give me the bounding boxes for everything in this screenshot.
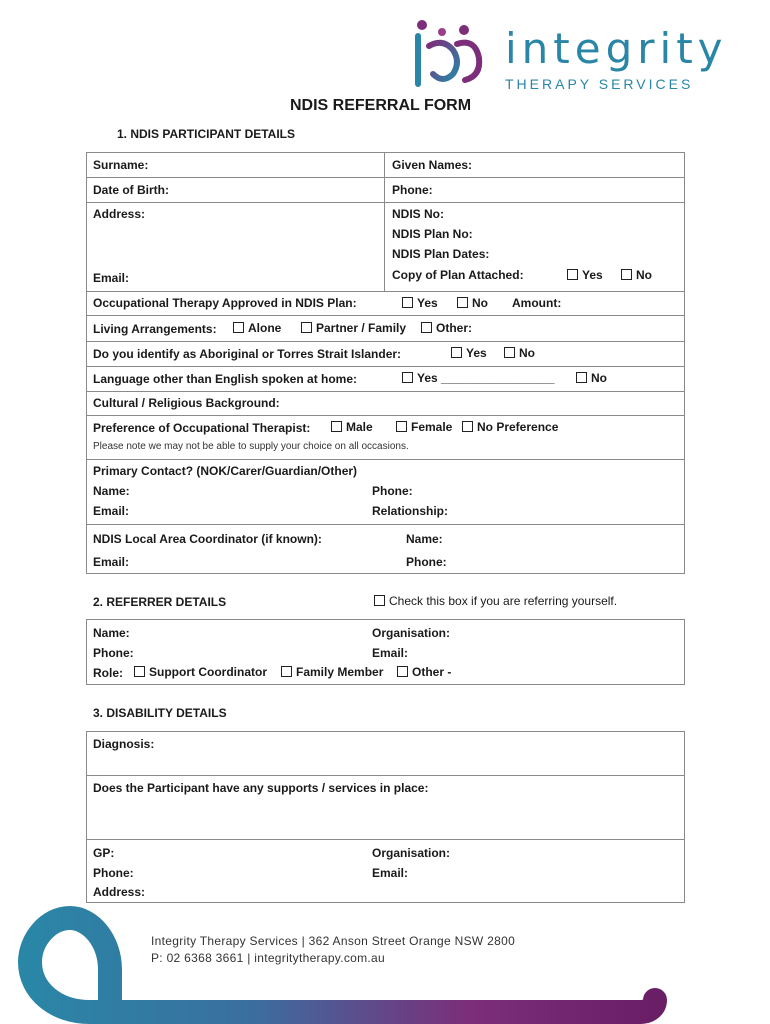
aboriginal-no[interactable]: No: [504, 346, 535, 360]
checkbox-icon: [281, 666, 292, 677]
section3-heading: 3. DISABILITY DETAILS: [93, 706, 227, 720]
language-no[interactable]: No: [576, 371, 607, 385]
checkbox-icon: [233, 322, 244, 333]
gp-phone-label: Phone:: [93, 866, 134, 880]
checkbox-icon: [451, 347, 462, 358]
checkbox-icon: [374, 595, 385, 606]
preference-note: Please note we may not be able to supply your choice on all occasions.: [93, 441, 409, 452]
pref-ot-label: Preference of Occupational Therapist:: [93, 421, 311, 435]
email-label: Email:: [93, 271, 130, 285]
pref-male[interactable]: Male: [331, 420, 373, 434]
footer-line1: Integrity Therapy Services | 362 Anson Street Orange NSW 2800: [151, 934, 516, 948]
ref-organisation-label: Organisation:: [372, 626, 451, 640]
checkbox-icon: [397, 666, 408, 677]
checkbox-icon: [396, 421, 407, 432]
primary-contact-label: Primary Contact? (NOK/Carer/Guardian/Other): [93, 464, 358, 478]
role-other[interactable]: Other -: [397, 665, 451, 679]
gp-address-label: Address:: [93, 885, 146, 899]
ref-email-label: Email:: [372, 646, 409, 660]
language-yes[interactable]: Yes _________________: [402, 371, 554, 385]
pc-email-label: Email:: [93, 504, 130, 518]
given-names-label: Given Names:: [392, 158, 473, 172]
checkbox-icon: [621, 269, 632, 280]
lac-phone-label: Phone:: [406, 555, 447, 569]
role-support-coordinator[interactable]: Support Coordinator: [134, 665, 267, 679]
section1-heading: 1. NDIS PARTICIPANT DETAILS: [117, 127, 296, 141]
copy-plan-yes[interactable]: Yes: [567, 268, 603, 282]
cultural-label: Cultural / Religious Background:: [93, 396, 280, 410]
checkbox-icon: [567, 269, 578, 280]
ot-approved-yes[interactable]: Yes: [402, 296, 438, 310]
checkbox-icon: [421, 322, 432, 333]
living-label: Living Arrangements:: [93, 322, 217, 336]
aboriginal-label: Do you identify as Aboriginal or Torres Strait Islander:: [93, 347, 402, 361]
logo-figures-icon: [413, 18, 488, 90]
pc-phone-label: Phone:: [372, 484, 413, 498]
section2-heading: 2. REFERRER DETAILS: [93, 595, 227, 609]
self-referral-checkbox[interactable]: Check this box if you are referring yourself.: [374, 594, 617, 608]
footer-line2: P: 02 6368 3661 | integritytherapy.com.au: [151, 951, 386, 965]
checkbox-icon: [462, 421, 473, 432]
lac-label: NDIS Local Area Coordinator (if known):: [93, 532, 322, 546]
copy-plan-no[interactable]: No: [621, 268, 652, 282]
checkbox-icon: [301, 322, 312, 333]
ref-role-label: Role:: [93, 666, 123, 680]
lac-name-label: Name:: [406, 532, 443, 546]
aboriginal-yes[interactable]: Yes: [451, 346, 487, 360]
diagnosis-label: Diagnosis:: [93, 737, 155, 751]
lac-email-label: Email:: [93, 555, 130, 569]
address-label: Address:: [93, 207, 146, 221]
ot-approved-label: Occupational Therapy Approved in NDIS Plan:: [93, 296, 357, 310]
ref-name-label: Name:: [93, 626, 130, 640]
amount-label: Amount:: [512, 296, 562, 310]
pref-no-preference[interactable]: No Preference: [462, 420, 558, 434]
checkbox-icon: [402, 297, 413, 308]
phone-label: Phone:: [392, 183, 433, 197]
checkbox-icon: [576, 372, 587, 383]
gp-email-label: Email:: [372, 866, 409, 880]
ndis-no-label: NDIS No:: [392, 207, 444, 221]
dob-label: Date of Birth:: [93, 183, 169, 197]
ref-phone-label: Phone:: [93, 646, 134, 660]
checkbox-icon: [134, 666, 145, 677]
supports-label: Does the Participant have any supports / services in place:: [93, 781, 429, 795]
checkbox-icon: [504, 347, 515, 358]
gp-organisation-label: Organisation:: [372, 846, 451, 860]
living-alone[interactable]: Alone: [233, 321, 281, 335]
role-family-member[interactable]: Family Member: [281, 665, 383, 679]
checkbox-icon: [331, 421, 342, 432]
brand-subtitle: THERAPY SERVICES: [505, 76, 694, 92]
gp-label: GP:: [93, 846, 115, 860]
ndis-plan-no-label: NDIS Plan No:: [392, 227, 473, 241]
pc-relationship-label: Relationship:: [372, 504, 449, 518]
pref-female[interactable]: Female: [396, 420, 452, 434]
checkbox-icon: [457, 297, 468, 308]
brand-logo: [413, 18, 733, 98]
surname-label: Surname:: [93, 158, 149, 172]
form-title: NDIS REFERRAL FORM: [290, 97, 472, 114]
copy-plan-label: Copy of Plan Attached:: [392, 268, 524, 282]
living-partner-family[interactable]: Partner / Family: [301, 321, 406, 335]
living-other[interactable]: Other:: [421, 321, 472, 335]
ot-approved-no[interactable]: No: [457, 296, 488, 310]
ndis-plan-dates-label: NDIS Plan Dates:: [392, 247, 490, 261]
pc-name-label: Name:: [93, 484, 130, 498]
brand-name: integrity: [505, 24, 728, 73]
language-label: Language other than English spoken at home:: [93, 372, 358, 386]
checkbox-icon: [402, 372, 413, 383]
